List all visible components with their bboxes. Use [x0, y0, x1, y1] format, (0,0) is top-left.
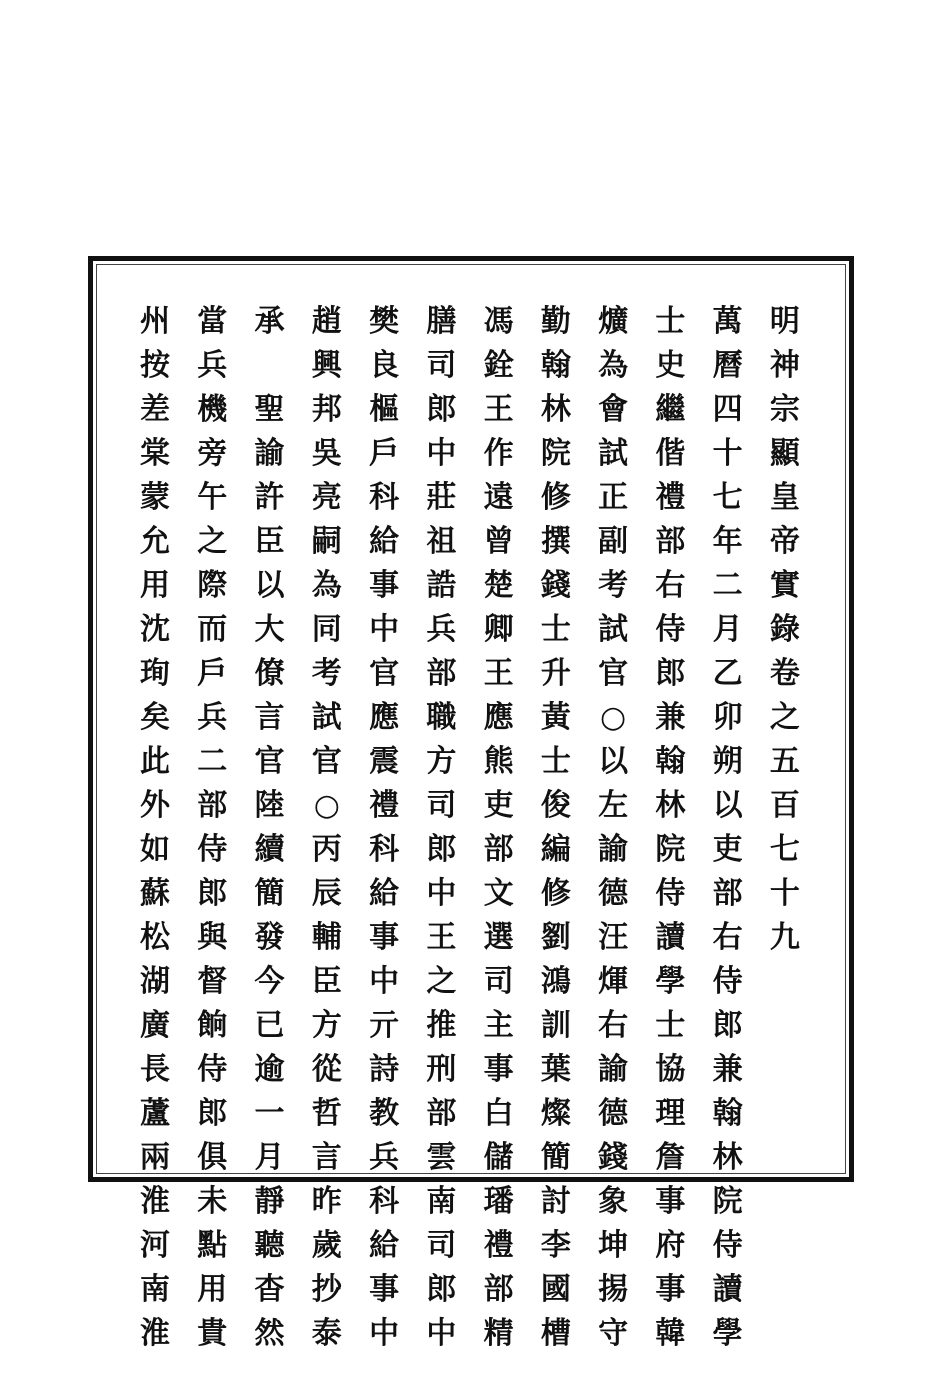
text-character: 事 [369, 568, 400, 603]
text-character: 郎 [426, 1272, 457, 1307]
text-character: 聽 [254, 1228, 285, 1263]
text-character: 試 [598, 612, 629, 647]
text-column [474, 300, 524, 1351]
text-character: 矣 [140, 700, 170, 735]
text-character: 禮 [369, 788, 400, 823]
text-character: 撰 [540, 524, 571, 559]
text-character: 而 [197, 612, 228, 647]
text-character: 之 [769, 700, 800, 735]
text-character: 部 [426, 1096, 457, 1131]
text-character: 修 [540, 480, 571, 515]
text-character: 事 [655, 1184, 686, 1219]
text-character: 院 [712, 1184, 743, 1219]
text-character: 戶 [197, 656, 228, 691]
text-character: 學 [712, 1316, 743, 1351]
text-character: 二 [712, 568, 743, 603]
text-character: 應 [369, 700, 400, 735]
text-character: 教 [369, 1096, 400, 1131]
text-character: 曆 [712, 348, 743, 383]
text-character: 臣 [254, 524, 285, 559]
text-character: 萬 [712, 304, 743, 339]
vertical-text-block [130, 300, 810, 1351]
text-character: 吏 [483, 788, 514, 823]
text-character: 陸 [254, 788, 285, 823]
text-column [359, 300, 409, 1351]
text-character: 之 [426, 964, 457, 999]
text-character: 林 [712, 1140, 743, 1175]
text-character: 允 [140, 524, 170, 559]
text-character: 侍 [712, 1228, 743, 1263]
text-character: 亓 [369, 1008, 400, 1043]
text-character: 郎 [712, 1008, 743, 1043]
text-character: 方 [311, 1008, 342, 1043]
text-character: 詹 [655, 1140, 686, 1175]
text-character: 中 [369, 612, 400, 647]
text-character: 左 [598, 788, 629, 823]
text-character: 給 [369, 524, 400, 559]
text-character: 逾 [254, 1052, 285, 1087]
text-character: 俊 [540, 788, 571, 823]
text-character: 刑 [426, 1052, 457, 1087]
text-character: 督 [197, 964, 228, 999]
text-column [416, 300, 466, 1351]
text-character: 遠 [483, 480, 514, 515]
text-character: 府 [655, 1228, 686, 1263]
text-character: ○ [600, 700, 627, 735]
text-character: 吳 [311, 436, 342, 471]
text-character: 乙 [712, 656, 743, 691]
text-character: 以 [712, 788, 743, 823]
text-character: 郎 [655, 656, 686, 691]
text-character: 黃 [540, 700, 571, 735]
text-character: 科 [369, 480, 400, 515]
text-character: 辰 [311, 876, 342, 911]
text-character: 右 [598, 1008, 629, 1043]
text-character: 編 [540, 832, 571, 867]
text-column-title [760, 300, 810, 1160]
text-character: 部 [483, 832, 514, 867]
text-character: 官 [598, 656, 629, 691]
text-character: 良 [369, 348, 400, 383]
text-character: 讀 [655, 920, 686, 955]
text-character: 神 [769, 348, 800, 383]
text-character: 勤 [540, 304, 571, 339]
text-character: 機 [197, 392, 228, 427]
text-character: 德 [598, 876, 629, 911]
text-character: 兩 [140, 1140, 170, 1175]
text-character: 諭 [598, 1052, 629, 1087]
text-character: 考 [311, 656, 342, 691]
text-character: 錢 [598, 1140, 629, 1175]
text-character: 試 [311, 700, 342, 735]
text-character: 郎 [426, 832, 457, 867]
text-character: 河 [140, 1228, 170, 1263]
text-character: 蘇 [140, 876, 170, 911]
text-character: 皇 [769, 480, 800, 515]
text-character: 學 [655, 964, 686, 999]
text-character: 守 [598, 1316, 629, 1351]
text-character: 廣 [140, 1008, 170, 1043]
text-character: 煇 [598, 964, 629, 999]
text-character: 點 [197, 1228, 228, 1263]
text-character: 卯 [712, 700, 743, 735]
text-character: 郎 [426, 392, 457, 427]
text-character: 從 [311, 1052, 342, 1087]
text-character: 帝 [769, 524, 800, 559]
text-character: 許 [254, 480, 285, 515]
text-character: 部 [197, 788, 228, 823]
text-character: 精 [483, 1316, 514, 1351]
text-character: 兵 [426, 612, 457, 647]
text-character: 選 [483, 920, 514, 955]
text-character: 侍 [655, 612, 686, 647]
text-character: 士 [540, 744, 571, 779]
text-character: 翰 [655, 744, 686, 779]
text-character: 四 [712, 392, 743, 427]
text-character: 當 [197, 304, 228, 339]
text-character: 蘆 [140, 1096, 170, 1131]
text-character: 王 [483, 392, 514, 427]
text-character: 淮 [140, 1184, 170, 1219]
text-character: 以 [254, 568, 285, 603]
text-character: 楚 [483, 568, 514, 603]
text-character: 銓 [483, 348, 514, 383]
text-character: 給 [369, 876, 400, 911]
text-character: 南 [140, 1272, 170, 1307]
text-character: 棠 [140, 436, 170, 471]
text-character: 雲 [426, 1140, 457, 1175]
text-character: 林 [655, 788, 686, 823]
text-character: 兼 [712, 1052, 743, 1087]
text-character: 侍 [712, 964, 743, 999]
text-character: 試 [598, 436, 629, 471]
text-character: 趙 [311, 304, 342, 339]
text-character: 與 [197, 920, 228, 955]
text-character: 翰 [712, 1096, 743, 1131]
text-character: 吏 [712, 832, 743, 867]
text-character: 事 [369, 920, 400, 955]
text-column [187, 300, 237, 1351]
text-column [130, 300, 180, 1351]
text-character: 曾 [483, 524, 514, 559]
text-column [245, 300, 295, 1351]
text-character: 邦 [311, 392, 342, 427]
text-character: 卿 [483, 612, 514, 647]
text-character: 侍 [197, 1052, 228, 1087]
text-character: 司 [426, 788, 457, 823]
text-character: 承 [254, 304, 285, 339]
text-character: 主 [483, 1008, 514, 1043]
text-character: 訓 [540, 1008, 571, 1043]
text-character: 餉 [197, 1008, 228, 1043]
text-character: 貴 [197, 1316, 228, 1351]
text-character: 馮 [483, 304, 514, 339]
text-character: 葉 [540, 1052, 571, 1087]
text-character: 院 [655, 832, 686, 867]
text-character: 午 [197, 480, 228, 515]
text-character: 司 [426, 1228, 457, 1263]
text-character: 膳 [426, 304, 457, 339]
text-character: 誥 [426, 568, 457, 603]
text-column [703, 300, 753, 1351]
text-character: 為 [598, 348, 629, 383]
text-column [531, 300, 581, 1351]
text-character: 卷 [769, 656, 800, 691]
text-character: 諭 [598, 832, 629, 867]
text-character: 月 [254, 1140, 285, 1175]
text-character: 顯 [769, 436, 800, 471]
text-character: 林 [540, 392, 571, 427]
text-character: 推 [426, 1008, 457, 1043]
text-character: 官 [311, 744, 342, 779]
text-character: 科 [369, 832, 400, 867]
text-character: 聖 [254, 392, 285, 427]
text-character: 然 [254, 1316, 285, 1351]
text-character: 中 [426, 876, 457, 911]
text-character: 郎 [197, 876, 228, 911]
text-character: 方 [426, 744, 457, 779]
text-character: 際 [197, 568, 228, 603]
text-character: 七 [712, 480, 743, 515]
text-character: 升 [540, 656, 571, 691]
text-character: 事 [369, 1272, 400, 1307]
text-character: 大 [254, 612, 285, 647]
text-character: 儲 [483, 1140, 514, 1175]
text-character: 興 [311, 348, 342, 383]
text-character: 禮 [483, 1228, 514, 1263]
text-character: 戶 [369, 436, 400, 471]
text-character: 事 [655, 1272, 686, 1307]
text-character: 已 [254, 1008, 285, 1043]
text-character: 士 [540, 612, 571, 647]
text-character: 槽 [540, 1316, 571, 1351]
text-character: 科 [369, 1184, 400, 1219]
text-character: ○ [313, 788, 340, 823]
text-character: 中 [426, 436, 457, 471]
text-character: 簡 [540, 1140, 571, 1175]
text-character: 汪 [598, 920, 629, 955]
text-character: 旁 [197, 436, 228, 471]
text-character: 七 [769, 832, 800, 867]
text-character: 侍 [655, 876, 686, 911]
text-character: 百 [769, 788, 800, 823]
text-character: 僚 [254, 656, 285, 691]
text-character: 同 [311, 612, 342, 647]
text-character: 月 [712, 612, 743, 647]
text-character: 臣 [311, 964, 342, 999]
text-character: 言 [311, 1140, 342, 1175]
text-character: 發 [254, 920, 285, 955]
text-character: 輔 [311, 920, 342, 955]
text-character: 十 [712, 436, 743, 471]
text-character: 侍 [197, 832, 228, 867]
text-character: 州 [140, 304, 170, 339]
text-character: 樊 [369, 304, 400, 339]
text-character: 未 [197, 1184, 228, 1219]
text-character: 俱 [197, 1140, 228, 1175]
text-character: 李 [540, 1228, 571, 1263]
text-character: 錢 [540, 568, 571, 603]
text-character: 白 [483, 1096, 514, 1131]
text-character: 中 [369, 1316, 400, 1351]
text-column [588, 300, 638, 1351]
text-character: 蒙 [140, 480, 170, 515]
text-character: 嗣 [311, 524, 342, 559]
text-character: 司 [426, 348, 457, 383]
text-character: 兵 [369, 1140, 400, 1175]
text-character: 昨 [311, 1184, 342, 1219]
text-character: 差 [140, 392, 170, 427]
text-character: 按 [140, 348, 170, 383]
text-character: 簡 [254, 876, 285, 911]
text-character: 朔 [712, 744, 743, 779]
text-character: 讀 [712, 1272, 743, 1307]
text-character: 九 [769, 920, 800, 955]
text-character: 司 [483, 964, 514, 999]
text-character: 湖 [140, 964, 170, 999]
text-character: 用 [197, 1272, 228, 1307]
text-character: 熊 [483, 744, 514, 779]
text-character: 璠 [483, 1184, 514, 1219]
text-character: 討 [540, 1184, 571, 1219]
text-character: 宗 [769, 392, 800, 427]
text-character: 兼 [655, 700, 686, 735]
text-character: 外 [140, 788, 170, 823]
text-character: 德 [598, 1096, 629, 1131]
text-character: 淮 [140, 1316, 170, 1351]
text-character: 右 [655, 568, 686, 603]
text-character: 院 [540, 436, 571, 471]
text-character: 給 [369, 1228, 400, 1263]
text-character: 部 [712, 876, 743, 911]
text-character: 考 [598, 568, 629, 603]
text-character: 長 [140, 1052, 170, 1087]
text-character: 史 [655, 348, 686, 383]
text-character: 亮 [311, 480, 342, 515]
text-character: 泰 [311, 1316, 342, 1351]
text-character: 松 [140, 920, 170, 955]
text-character: 士 [655, 1008, 686, 1043]
text-character: 南 [426, 1184, 457, 1219]
text-character: 部 [426, 656, 457, 691]
text-column [302, 300, 352, 1351]
text-character: 錄 [769, 612, 800, 647]
text-character: 今 [254, 964, 285, 999]
text-character: 年 [712, 524, 743, 559]
text-character: 理 [655, 1096, 686, 1131]
text-character: 沈 [140, 612, 170, 647]
text-character: 修 [540, 876, 571, 911]
text-character: 靜 [254, 1184, 285, 1219]
text-character: 實 [769, 568, 800, 603]
text-character: 官 [369, 656, 400, 691]
text-character: 如 [140, 832, 170, 867]
text-character: 之 [197, 524, 228, 559]
text-character: 應 [483, 700, 514, 735]
text-character: 坤 [598, 1228, 629, 1263]
text-character: 禮 [655, 480, 686, 515]
text-character: 震 [369, 744, 400, 779]
text-character: 用 [140, 568, 170, 603]
text-character: 兵 [197, 700, 228, 735]
text-character: 五 [769, 744, 800, 779]
text-character: 國 [540, 1272, 571, 1307]
text-character: 職 [426, 700, 457, 735]
text-character: 明 [769, 304, 800, 339]
text-character: 士 [655, 304, 686, 339]
text-character: 右 [712, 920, 743, 955]
text-character: 作 [483, 436, 514, 471]
text-character: 會 [598, 392, 629, 427]
text-character: 劉 [540, 920, 571, 955]
text-character: 莊 [426, 480, 457, 515]
text-character: 祖 [426, 524, 457, 559]
text-character: 杳 [254, 1272, 285, 1307]
text-character: 歲 [311, 1228, 342, 1263]
text-character: 部 [483, 1272, 514, 1307]
text-character: 以 [598, 744, 629, 779]
text-character: 文 [483, 876, 514, 911]
text-character: 象 [598, 1184, 629, 1219]
text-character: 一 [254, 1096, 285, 1131]
text-character: 部 [655, 524, 686, 559]
text-character: 兵 [197, 348, 228, 383]
text-character: 中 [369, 964, 400, 999]
text-character: 偕 [655, 436, 686, 471]
text-character: 續 [254, 832, 285, 867]
text-character: 官 [254, 744, 285, 779]
text-character: 此 [140, 744, 170, 779]
text-character: 詩 [369, 1052, 400, 1087]
text-character: 燦 [540, 1096, 571, 1131]
text-character: 哲 [311, 1096, 342, 1131]
text-character: 韓 [655, 1316, 686, 1351]
text-character: 珣 [140, 656, 170, 691]
text-character: 王 [483, 656, 514, 691]
text-character: 掦 [598, 1272, 629, 1307]
text-character: 鴻 [540, 964, 571, 999]
text-character: 協 [655, 1052, 686, 1087]
text-character: 諭 [254, 436, 285, 471]
text-character: 副 [598, 524, 629, 559]
text-character: 丙 [311, 832, 342, 867]
text-character: 郎 [197, 1096, 228, 1131]
text-character: 為 [311, 568, 342, 603]
text-character: 翰 [540, 348, 571, 383]
text-character: 十 [769, 876, 800, 911]
text-character: 事 [483, 1052, 514, 1087]
text-character: 二 [197, 744, 228, 779]
text-character: 中 [426, 1316, 457, 1351]
text-character: 繼 [655, 392, 686, 427]
text-column [645, 300, 695, 1351]
text-character: 言 [254, 700, 285, 735]
text-character: 正 [598, 480, 629, 515]
text-character: 樞 [369, 392, 400, 427]
text-character: 王 [426, 920, 457, 955]
honorific-space [245, 344, 295, 388]
text-character: 抄 [311, 1272, 342, 1307]
text-character: 爌 [598, 304, 629, 339]
